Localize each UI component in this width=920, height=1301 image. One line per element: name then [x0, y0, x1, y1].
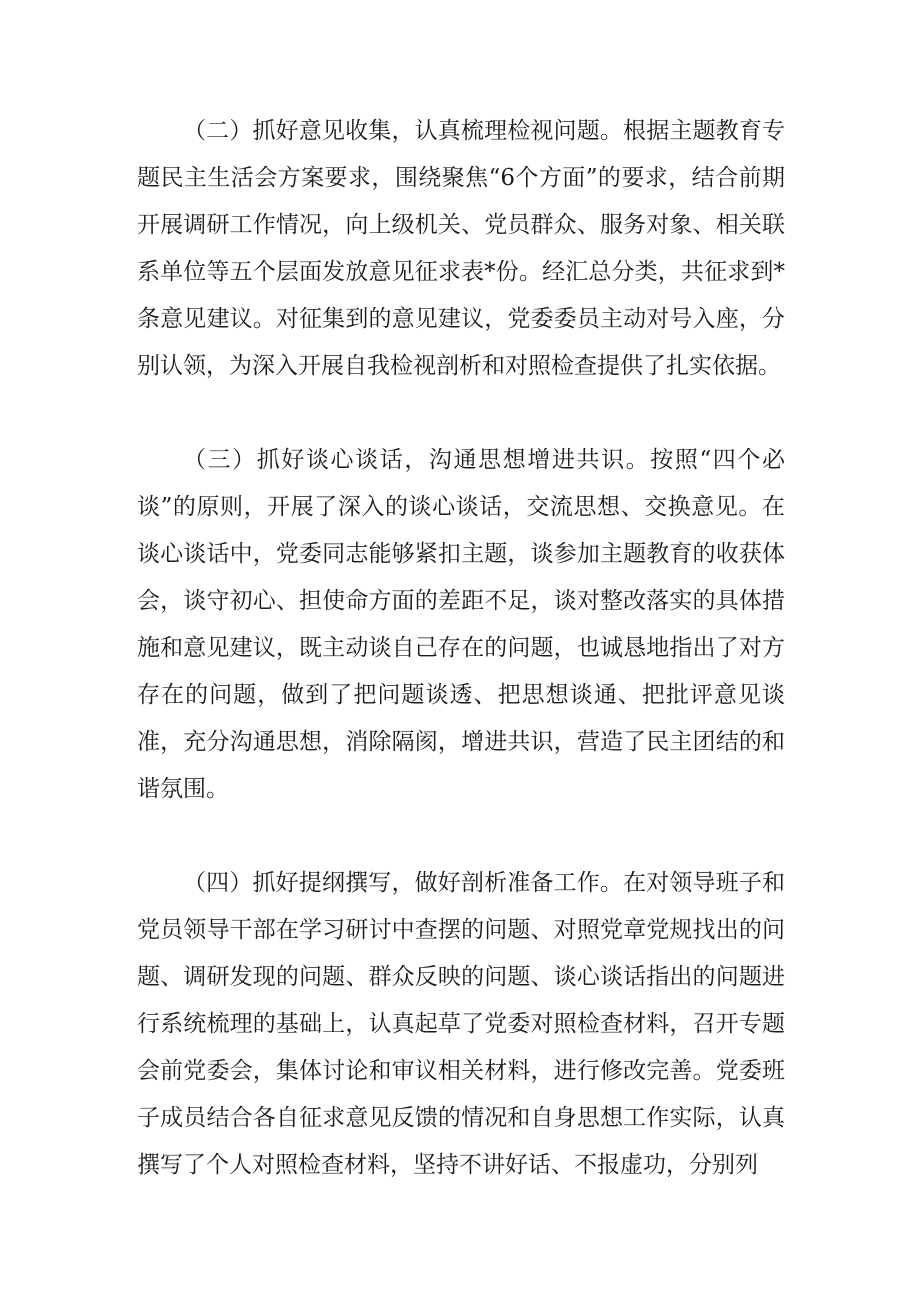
- document-body: [137, 108, 785, 1236]
- paragraph-opinion-collection: （二）抓好意见收集，认真梳理检视问题。根据主题教育专题民主生活会方案要求，围绕聚焦“6个方面”的要求，结合前期开展调研工作情况，向上级机关、党员群众、服务对象、相关联系单位等五个层面发放意见征求表*份。经汇总分类，共征求到*条意见建议。对征集到的意见建议，党委委员主动对号入座，分别认领，为深入开展自我检视剖析和对照检查提供了扎实依据。: [137, 118, 785, 379]
- paragraph-outline-writing: （四）抓好提纲撰写，做好剖析准备工作。在对领导班子和党员领导干部在学习研讨中查摆的问题、对照党章党规找出的问题、调研发现的问题、群众反映的问题、谈心谈话指出的问题进行系统梳理的基础上，认真起草了党委对照检查材料，召开专题会前党委会，集体讨论和审议相关材料，进行修改完善。党委班子成员结合各自征求意见反馈的情况和自身思想工作实际，认真撰写了个人对照检查材料，坚持不讲好话、不报虚功，分别列: [137, 870, 785, 1178]
- paragraph-heart-to-heart-talks: （三）抓好谈心谈话，沟通思想增进共识。按照“四个必谈”的原则，开展了深入的谈心谈话，交流思想、交换意见。在谈心谈话中，党委同志能够紧扣主题，谈参加主题教育的收获体会，谈守初心、担使命方面的差距不足，谈对整改落实的具体措施和意见建议，既主动谈自己存在的问题，也诚恳地指出了对方存在的问题，做到了把问题谈透、把思想谈通、把批评意见谈准，充分沟通思想，消除隔阂，增进共识，营造了民主团结的和谐氛围。: [137, 447, 785, 802]
